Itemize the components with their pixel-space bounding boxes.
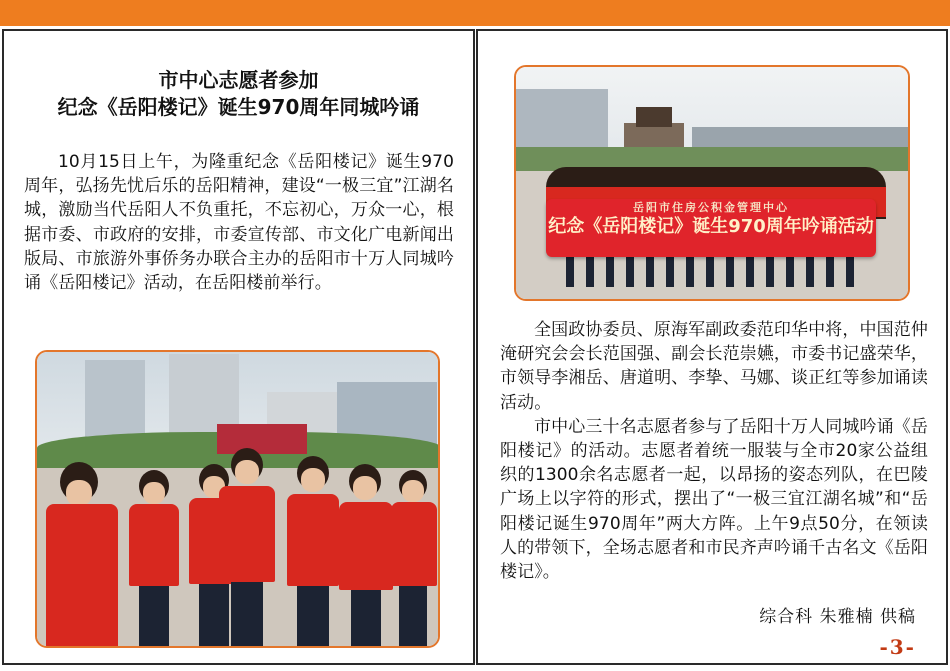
banner-slogan: 纪念《岳阳楼记》诞生970周年吟诵活动 — [548, 216, 874, 237]
article-paragraph-2 — [500, 318, 928, 584]
activity-banner — [546, 199, 876, 257]
banner-organization: 岳阳市住房公积金管理中心 — [633, 201, 789, 214]
group-banner-photo — [514, 65, 910, 301]
paragraph-text: 10月15日上午，为隆重纪念《岳阳楼记》诞生970周年，弘扬先忧后乐的岳阳精神，建设“一极三宜”江湖名城，激励当代岳阳人不负重托，不忘初心，万众一心，根据市委、市政府的安排，市委宣传部、市文化广电新闻出版局、市旅游外事侨务办联合主办的岳阳市十万人同城吟诵《岳阳楼记》活动，在岳阳楼前举行。 — [24, 152, 454, 294]
right-column — [476, 29, 948, 665]
page-number: -3- — [879, 635, 916, 659]
byline: 综合科 朱雅楠 供稿 — [759, 607, 916, 627]
left-column — [2, 29, 475, 665]
article-paragraph-1 — [24, 150, 454, 295]
paragraph-text: 全国政协委员、原海军副政委范印华中将，中国范仲淹研究会会长范国强、副会长范崇嬿，市委书记盛荣华，市领导李湘岳、唐道明、李挚、马娜、谈正红等参加诵读活动。 — [500, 320, 928, 413]
article-title-line1: 市中心志愿者参加 — [158, 68, 319, 92]
article-title-line2: 纪念《岳阳楼记》诞生970周年同城吟诵 — [57, 95, 420, 119]
top-header-bar — [0, 0, 950, 26]
volunteers-reading-photo — [35, 350, 440, 648]
paragraph-text: 市中心三十名志愿者参与了岳阳十万人同城吟诵《岳阳楼记》的活动。志愿者着统一服装与全市20家公益组织的1300余名志愿者一起，以昂扬的姿态列队，在巴陵广场上以字符的形式，摆出了“一极三宜江湖名城”和“岳阳楼记诞生970周年”两大方阵。上午9点50分，在领读人的带领下，全场志愿者和市民齐声吟诵千古名文《岳阳楼记》。 — [500, 416, 928, 583]
